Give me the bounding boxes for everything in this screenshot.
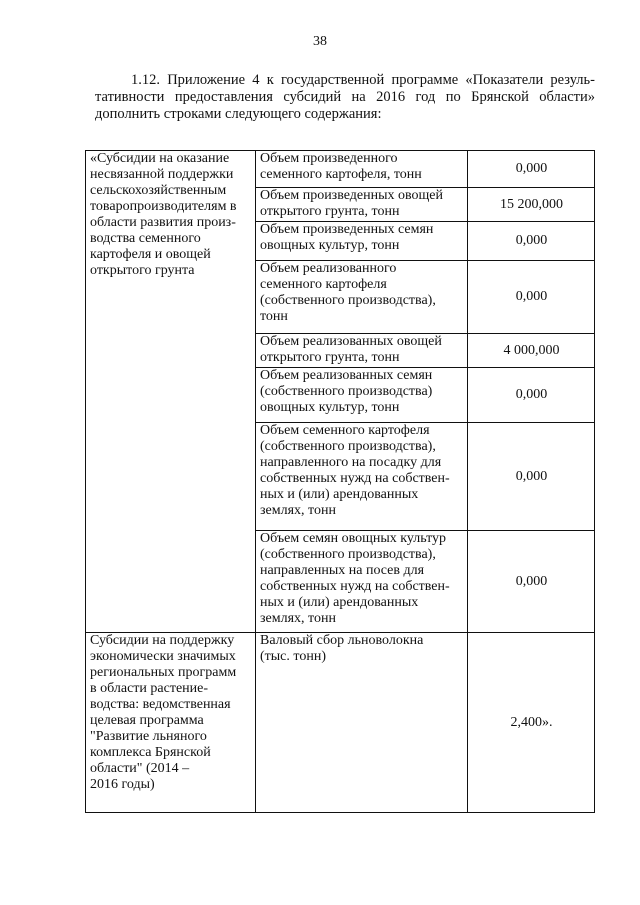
intro-line-2: тативности предоставления субсидий на 2016 год по Брянской области»: [95, 89, 595, 105]
intro-line-1: 1.12. Приложение 4 к государственной программе «Показатели резуль-: [131, 72, 595, 88]
program-cell-1: «Субсидии на оказание несвязанной поддержки сельскохозяйственным товаропроизводителям в области развития произ- водства семенного картофеля и овощей открытого грунта: [86, 151, 256, 633]
value-cell: 0,000: [468, 368, 595, 423]
indicator-cell: Валовый сбор льноволокна (тыс. тонн): [256, 633, 468, 813]
indicator-cell: Объем реализованных семян (собственного производства) овощных культур, тонн: [256, 368, 468, 423]
value-cell: 15 200,000: [468, 188, 595, 222]
value-cell: 0,000: [468, 151, 595, 188]
table-row: [86, 151, 595, 188]
indicator-cell: Объем произведенных семян овощных культур, тонн: [256, 222, 468, 261]
indicator-cell: Объем произведенного семенного картофеля, тонн: [256, 151, 468, 188]
program-cell-2: Субсидии на поддержку экономически значимых региональных программ в области растение- водства: ведомственная целевая программа "Развитие льняного комплекса Брянской области" (2014 – 2016 годы): [86, 633, 256, 813]
table-row: [86, 633, 595, 813]
value-cell: 2,400».: [468, 633, 595, 813]
indicator-cell: Объем семян овощных культур (собственного производства), направленных на посев для собственных нужд на собствен- ных и (или) арендованных землях, тонн: [256, 531, 468, 633]
value-cell: 0,000: [468, 423, 595, 531]
intro-line-3: дополнить строками следующего содержания:: [95, 106, 382, 122]
value-cell: 0,000: [468, 222, 595, 261]
indicator-cell: Объем реализованных овощей открытого грунта, тонн: [256, 334, 468, 368]
value-cell: 4 000,000: [468, 334, 595, 368]
value-cell: 0,000: [468, 261, 595, 334]
indicator-cell: Объем семенного картофеля (собственного производства), направленного на посадку для собственных нужд на собствен- ных и (или) арендованных землях, тонн: [256, 423, 468, 531]
indicator-cell: Объем произведенных овощей открытого грунта, тонн: [256, 188, 468, 222]
value-cell: 0,000: [468, 531, 595, 633]
intro-paragraph: [95, 72, 595, 123]
page-number: 38: [313, 34, 327, 49]
indicator-cell: Объем реализованного семенного картофеля (собственного производства), тонн: [256, 261, 468, 334]
indicators-table: [85, 150, 595, 813]
